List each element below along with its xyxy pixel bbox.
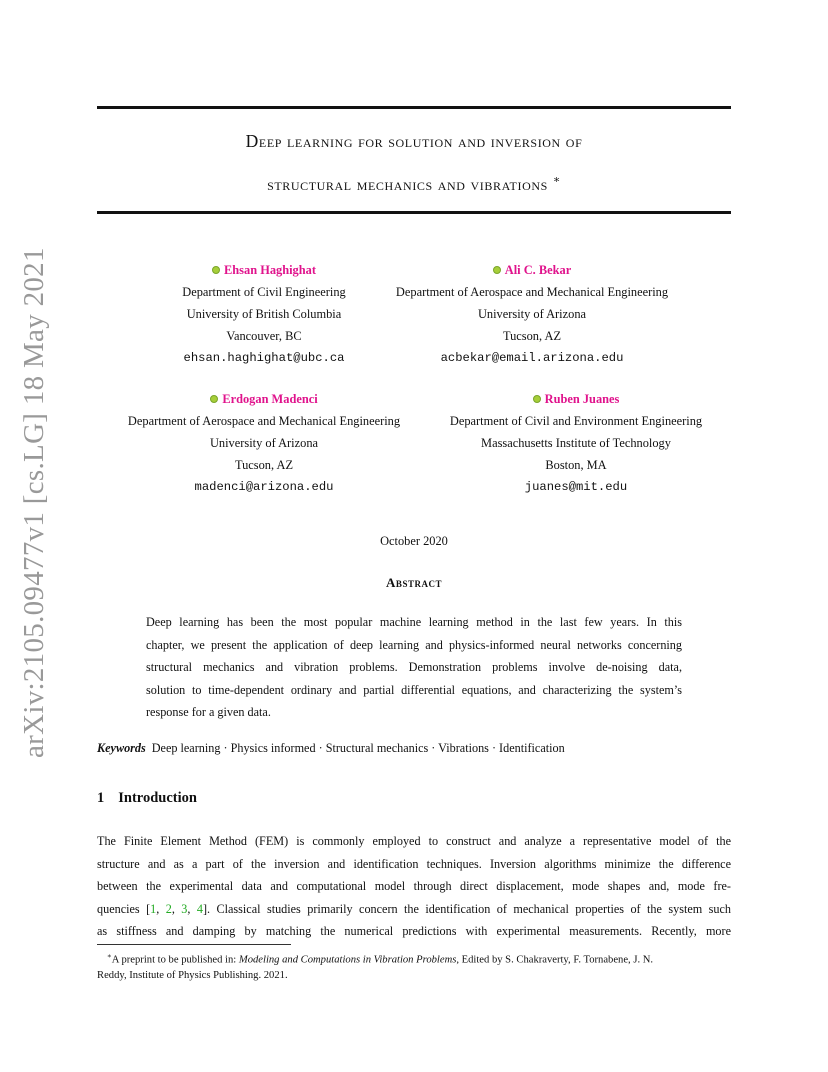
section-heading-introduction [97,790,197,807]
abstract-line: structural mechanics and vibration problems. Demonstration problems involve de-noising data, [146,660,682,674]
author-block-madenci [104,388,424,498]
keywords-list: Deep learning · Physics informed · Structural mechanics · Vibrations · Identification [151,741,565,755]
abstract-line: chapter, we present the application of deep learning and physics-informed neural networks concerning [146,637,682,652]
body-text: quencies [ [97,901,151,916]
footnote-marker: ∗ [107,952,112,960]
author-name[interactable]: Erdogan Madenci [222,392,318,406]
author-city: Tucson, AZ [234,458,294,472]
introduction-paragraph [97,830,731,943]
citation-link[interactable]: 1 [150,901,157,916]
paper-title-line-1: Deep learning for solution and inversion of [245,131,583,151]
footnote-suffix: , Edited by S. Chakraverty, F. Tornabene, J. N. [456,954,654,966]
author-block-bekar [372,259,692,369]
author-name-row [426,388,726,410]
author-name[interactable]: Ali C. Bekar [504,263,572,277]
arxiv-sidebar-stamp: arXiv:2105.09477v1 [cs.LG] 18 May 2021 [18,247,50,758]
author-name-row [104,388,424,410]
author-institution: Massachusetts Institute of Technology [481,436,671,450]
keywords-label: Keywords [97,741,146,755]
citation-link[interactable]: 3 [181,901,188,916]
orcid-icon[interactable] [493,266,501,274]
author-department: Department of Aerospace and Mechanical Engineering [395,285,669,299]
section-number: 1 [97,790,105,806]
body-line: The Finite Element Method (FEM) is commonly employed to construct and analyze a representative model of the [97,834,731,848]
title-top-rule [97,106,731,109]
keywords-row [97,741,565,756]
footnote-venue: Modeling and Computations in Vibration Problems [238,954,457,966]
author-institution: University of Arizona [477,307,587,321]
author-department: Department of Civil and Environment Engineering [449,414,703,428]
orcid-icon[interactable] [533,395,541,403]
footnote-line [97,949,733,968]
footnote-prefix: A preprint to be published in: [111,954,239,966]
footnote-rule [97,944,291,945]
orcid-icon[interactable] [210,395,218,403]
abstract-body [146,611,682,724]
body-line-with-citations: quencies [1, 2, 3, 4]. Classical studies primarily concern the identification of mechanical properties of the system such [97,901,732,916]
abstract-line: Deep learning has been the most popular machine learning method in the last few years. In this [146,615,682,629]
title-footnote-marker[interactable]: ∗ [552,174,561,186]
author-email[interactable]: acbekar@email.arizona.edu [440,351,624,365]
section-title: Introduction [118,790,197,806]
abstract-line: solution to time-dependent ordinary and partial differential equations, and characterizing the system’s [146,682,682,697]
author-name[interactable]: Ruben Juanes [544,392,620,406]
author-email[interactable]: ehsan.haghighat@ubc.ca [183,351,345,365]
author-city: Vancouver, BC [226,329,302,343]
author-department: Department of Civil Engineering [182,285,346,299]
body-line: as stiffness and damping by matching the numerical predictions with experimental measurements. Recently, more [97,924,731,939]
author-city: Boston, MA [545,458,607,472]
author-name-row [372,259,692,281]
body-line: between the experimental data and computational model through direct displacement, mode shapes and, mode fre- [97,879,731,894]
author-email[interactable]: madenci@arizona.edu [194,480,334,494]
title-footnote [97,949,733,983]
citation-link[interactable]: 2 [165,901,172,916]
citation-link[interactable]: 4 [196,901,203,916]
paper-title-line-2-text: structural mechanics and vibrations [267,174,548,194]
footnote-line: Reddy, Institute of Physics Publishing. 2021. [97,969,288,981]
abstract-heading: Abstract [386,575,442,590]
orcid-icon[interactable] [212,266,220,274]
publication-date: October 2020 [380,534,448,548]
author-city: Tucson, AZ [502,329,562,343]
paper-title-line-2 [97,173,731,195]
author-institution: University of Arizona [209,436,319,450]
author-department: Department of Aerospace and Mechanical Engineering [127,414,401,428]
title-bottom-rule [97,211,731,214]
body-line: structure and as a part of the inversion and identification techniques. Inversion algorithms minimize the difference [97,856,731,871]
author-name[interactable]: Ehsan Haghighat [224,263,316,277]
body-text: ]. Classical studies primarily concern the identification of mechanical properties of the system such [202,901,732,916]
author-institution: University of British Columbia [186,307,342,321]
author-block-juanes [426,388,726,498]
abstract-line: response for a given data. [146,705,271,719]
author-email[interactable]: juanes@mit.edu [524,480,628,494]
